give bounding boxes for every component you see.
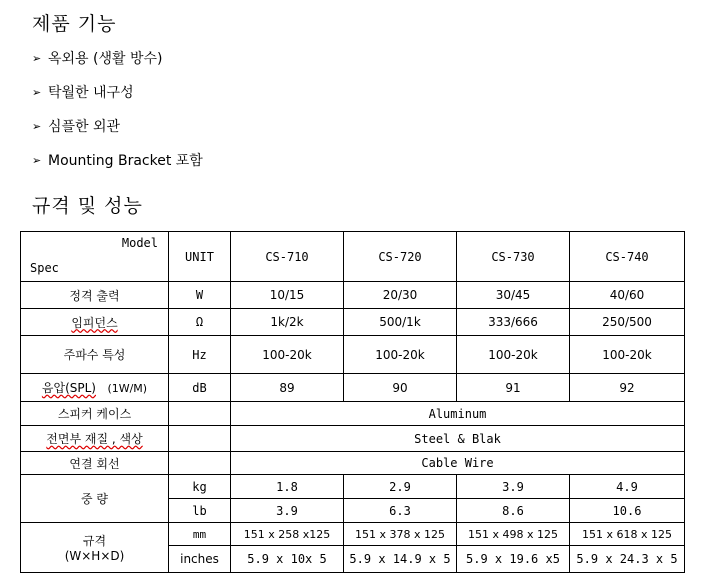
row-label (21, 309, 169, 336)
model-name: CS-710 (231, 232, 344, 282)
value-cell: 151 x 378 x 125 (344, 523, 457, 546)
model-spec-header (21, 232, 169, 282)
value-cell: 500/1k (344, 309, 457, 336)
value-cell: 1k/2k (231, 309, 344, 336)
row-label (21, 374, 169, 402)
feature-label: 심플한 외관 (48, 119, 121, 135)
value-cell: 90 (344, 374, 457, 402)
unit-cell: W (169, 282, 231, 309)
value-cell: 100-20k (457, 336, 570, 374)
merged-value-cell: Aluminum (231, 402, 685, 426)
unit-header: UNIT (169, 232, 231, 282)
spec-table (20, 231, 685, 573)
value-cell: 8.6 (457, 499, 570, 523)
value-cell: 1.8 (231, 475, 344, 499)
table-row (21, 374, 685, 402)
value-cell: 3.9 (231, 499, 344, 523)
unit-cell: dB (169, 374, 231, 402)
row-label (21, 426, 169, 452)
model-name: CS-740 (570, 232, 685, 282)
table-row (21, 475, 685, 499)
model-label: Model (121, 236, 158, 250)
row-label-text: 전면부 재질 , 색상 (46, 432, 143, 446)
row-label-text: 규격 (82, 534, 107, 548)
value-cell: 250/500 (570, 309, 685, 336)
model-name: CS-720 (344, 232, 457, 282)
row-label: 연결 회선 (21, 452, 169, 475)
table-row (21, 452, 685, 475)
row-label-text: 음압(SPL) (41, 381, 96, 395)
unit-cell: lb (169, 499, 231, 523)
spec-label: Spec (30, 261, 59, 275)
value-cell: 91 (457, 374, 570, 402)
value-cell: 5.9 x 19.6 x5 (457, 546, 570, 573)
table-row (21, 282, 685, 309)
value-cell: 100-20k (344, 336, 457, 374)
table-header-row (21, 232, 685, 282)
table-row (21, 523, 685, 546)
row-label: 스피커 케이스 (21, 402, 169, 426)
row-label-note: (W×H×D) (64, 549, 125, 563)
specs-title: 규격 및 성능 (32, 195, 143, 217)
unit-cell (169, 402, 231, 426)
arrow-bullet-icon: ➢ (32, 119, 42, 133)
feature-item (32, 82, 134, 102)
value-cell: 151 x 498 x 125 (457, 523, 570, 546)
value-cell: 92 (570, 374, 685, 402)
value-cell: 30/45 (457, 282, 570, 309)
value-cell: 10/15 (231, 282, 344, 309)
value-cell: 4.9 (570, 475, 685, 499)
feature-item (32, 150, 203, 170)
table-row (21, 336, 685, 374)
table-row (21, 426, 685, 452)
value-cell: 5.9 x 10x 5 (231, 546, 344, 573)
value-cell: 2.9 (344, 475, 457, 499)
arrow-bullet-icon: ➢ (32, 85, 42, 99)
feature-label: Mounting Bracket 포함 (48, 153, 203, 169)
merged-value-cell: Steel & Blak (231, 426, 685, 452)
value-cell: 20/30 (344, 282, 457, 309)
unit-cell (169, 452, 231, 475)
value-cell: 89 (231, 374, 344, 402)
feature-label: 옥외용 (생활 방수) (48, 51, 163, 67)
table-row (21, 402, 685, 426)
unit-cell: kg (169, 475, 231, 499)
row-label-note: (1W/M) (107, 382, 148, 395)
arrow-bullet-icon: ➢ (32, 153, 42, 167)
value-cell: 40/60 (570, 282, 685, 309)
value-cell: 333/666 (457, 309, 570, 336)
arrow-bullet-icon: ➢ (32, 51, 42, 65)
value-cell: 3.9 (457, 475, 570, 499)
value-cell: 6.3 (344, 499, 457, 523)
unit-cell: Hz (169, 336, 231, 374)
value-cell: 151 x 618 x 125 (570, 523, 685, 546)
value-cell: 100-20k (231, 336, 344, 374)
feature-label: 탁월한 내구성 (48, 85, 134, 101)
unit-cell: inches (169, 546, 231, 573)
model-name: CS-730 (457, 232, 570, 282)
row-label: 정격 출력 (21, 282, 169, 309)
value-cell: 10.6 (570, 499, 685, 523)
features-title: 제품 기능 (32, 13, 117, 35)
feature-item (32, 48, 163, 68)
value-cell: 5.9 x 14.9 x 5 (344, 546, 457, 573)
row-label (21, 523, 169, 573)
value-cell: 5.9 x 24.3 x 5 (570, 546, 685, 573)
unit-cell: Ω (169, 309, 231, 336)
table-row (21, 309, 685, 336)
unit-cell (169, 426, 231, 452)
row-label: 주파수 특성 (21, 336, 169, 374)
feature-item (32, 116, 120, 136)
merged-value-cell: Cable Wire (231, 452, 685, 475)
row-label-text: 임피던스 (71, 315, 118, 330)
value-cell: 100-20k (570, 336, 685, 374)
unit-cell: mm (169, 523, 231, 546)
row-label: 중 량 (21, 475, 169, 523)
value-cell: 151 x 258 x125 (231, 523, 344, 546)
